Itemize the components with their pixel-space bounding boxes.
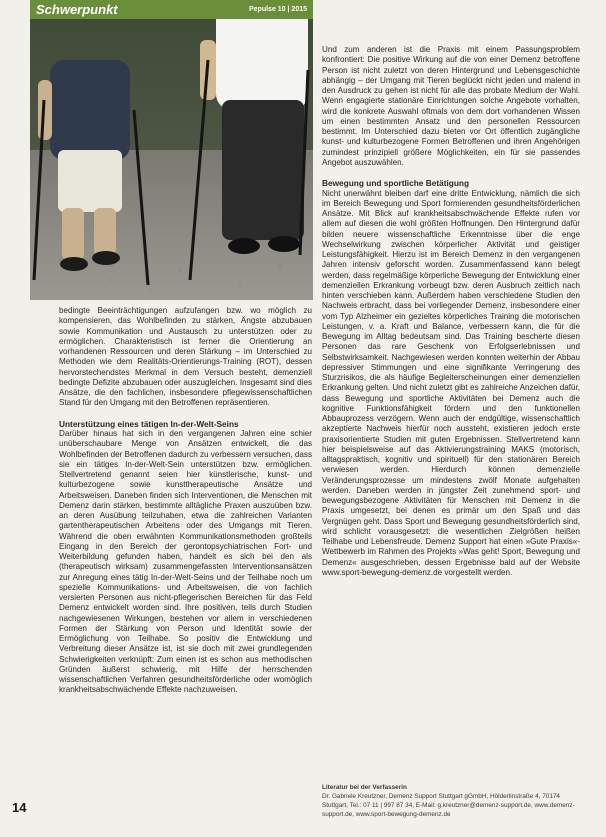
author-contact: Dr. Gabriele Kreutzner, Demenz Support Stuttgart gGmbH, Hölderlinstraße 4, 70174 Stuttgart, Tel.: 07 11 | 997 87 34, E-Mail: g.kreutzner@demenz-support.de, www.demenz-support.de, www.sport-bewegung-demenz.de — [322, 793, 575, 818]
left-column — [59, 306, 312, 696]
right-section-heading: Bewegung und sportliche Betätigung — [322, 178, 470, 188]
right-body-paragraph: Nicht unerwähnt bleiben darf eine dritte Entwicklung, nämlich die sich im Bereich Bewegung und Sport formierenden gesundheitsförderlichen Ansätze. Mit Blick auf krankheitsabschwächende Effekte rufen vor allem auf diesen die wohl größten Hoffnungen. Den Hintergrund dafür bilden neuere wissenschaftliche Erkenntnisse über die enge Wechselwirkung zwischen körperlicher Aktivität und geistiger Leistungsfähigkeit. Hierzu ist im Bereich Demenz in den vergangenen Jahren intensiv geforscht worden. Zusammenfassend kann belegt werden, dass regelmäßige körperliche Bewegung der Entwicklung einer demenziellen Erkrankung vorbeugt bzw. deren Ausbruch zeitlich nach hinten verschieben kann. Außerdem haben verschiedene Studien den Nachweis erbracht, dass bei vorliegender Demenz, insbesondere einer vom Typ Alzheimer ein gezieltes körperliches Training die motorischen Leistungen, v. a. Kraft und Balance, verbessern kann, die für die Bewegung im Alltag bedeutsam sind. Das Training bescherte diesen Personen das rare Geschenk von Erfolgserlebnissen und Selbstwirksamkeit. Nachgewiesen werden konnten weiterhin der Abbau depressiver Stimmungen und eine signifikante Verringerung des Sturzrisikos, die als häufige Begleiterscheinungen einer demenziellen Erkrankung gelten. Und nicht zuletzt gibt es zahlreiche Anzeichen dafür, dass Bewegung und sportliche Aktivitäten bei Demenz auch die kognitive Funktionsfähigkeit fördern und den funktionellen Abbauprozess verzögern. Wenn auch der endgültige, wissenschaftlich akzeptierte Nachweis hierfür noch aussteht, existieren jedoch erste praxisorientierte Studien mit guten Ergebnissen. Stellvertretend kann hier beispielsweise auf das Aktivierungstraining MAKS (motorisch, alltagspraktisch, kognitiv und spirituell) für den stationären Bereich verwiesen werden. Hierdurch können demenzielle Veränderungsprozesse um mindestens zwölf Monate aufgehalten werden. Daneben werden in jüngster Zeit zunehmend sport- und bewegungsbezogene Aktivitäten für Menschen mit Demenz in die Praxis umgesetzt, bei denen es primär um den Spaß und das Vergnügen geht. Dass Sport und Bewegung gesundheitsförderlich sind, wird schlicht vorausgesetzt: die wesentlichen Zielgrößen heißen Teilhabe und Lebensfreude. Demenz Support hat einen »Gute Praxis«-Wettbewerb im Rahmen des Projekts »Was geht! Sport, Bewegung und Demenz« ausgeschrieben, dessen Ergebnisse bald auf der Website www.sport-bewegung-demenz.de vorgestellt werden. — [322, 188, 580, 577]
nordic-walking-illustration — [30, 0, 313, 300]
literature-note — [322, 783, 584, 819]
right-column — [322, 45, 580, 578]
left-body-paragraph: Darüber hinaus hat sich in den vergangenen Jahren eine schier unüberschaubare Menge von Ansätzen entwickelt, die das Wohlbefinden der Betroffenen dadurch zu verbessern versuchen, dass sie ein tätiges In-der-Welt-Sein unterstützen bzw. ermöglichen. Stellvertretend genannt seien hier künstlerische, kunst- und kulturbezogene sowie kunsttherapeutische Ansätze und Arbeitsweisen. Daneben finden sich Interventionen, die Menschen mit Demenz darin stärken, bestimmte alltägliche Praxen auszuüben bzw. an deren Ausübung teilzuhaben, etwa die zahlreichen Varianten gartentherapeutischen Arbeitens oder des Umgangs mit Tieren. Während die oben erwähnten Kommunikationsmethoden großteils Eingang in den Bereich der gerontopsychiatrischen Fort- und Weiterbildung gefunden haben, handelt es sich bei den als (therapeutisch wirksam) zusammengefassten Interventionsansätzen zur Anregung eines tätig In-der-Welt-Seins und der Teilhabe noch um spezielle Kommunikations- und Arbeitsweisen, die von fachlich versierten Personen aus nicht-pflegerischen Bereichen für das Feld Demenz entwickelt worden sind. Ihre positiven, teils durch Studien nachgewiesenen Wirkungen, bestehen vor allem in verschiedenen Formen der Stärkung von Person und Identität sowie der Ermöglichung von Teilhabe. So positiv die Entwicklung und Verbreitung dieser Ansätze ist, ist sie doch mit zwei grundlegenden Schwierigkeiten verknüpft: Zum einen ist es schon aus methodischen Gründen äußerst schwierig, mit Hilfe der herrschenden wissenschaftlichen Verfahren gesundheitsförderliche oder womöglich krankheitsabschwächende Effekte nachzuweisen. — [59, 429, 313, 695]
page-number: 14 — [12, 800, 27, 815]
left-intro-paragraph: bedingte Beeinträchtigungen aufzufangen bzw. wo möglich zu kompensieren, das Wohlbefinden zu stärken, Ängste abzubauen sowie Kommunikation und Austausch zu unterstützen oder zu ermöglichen. Charakteristisch ist ferner die Orientierung an vorhandenen Ressourcen und deren Stärkung – im Unterschied zu Methoden wie dem Realitäts-Orientierungs-Training (ROT), dessen hervorstechendstes Merkmal in dem Versuch besteht, demenziell bedingte Defizite abzubauen oder auszugleichen. Insgesamt sind dies Ansätze, die den fachlichen, insbesondere pflegewissenschaftlichen Stand für den Umgang mit den Betroffenen repräsentieren. — [59, 306, 312, 408]
issue-label: Pepulse 10 | 2015 — [249, 6, 307, 13]
section-title: Schwerpunkt — [36, 2, 118, 17]
literature-heading: Literatur bei der Verfasserin — [322, 784, 407, 791]
left-section-heading: Unterstützung eines tätigen In-der-Welt-Seins — [59, 418, 239, 429]
section-banner — [30, 0, 313, 19]
right-intro-paragraph: Und zum anderen ist die Praxis mit einem Passungsproblem konfrontiert: Die positive Wirkung auf die von einer Demenz betroffene Person ist nicht zuletzt von deren Hintergrund und Lebensgeschichte abhängig – der Umgang mit Tieren beglückt nicht jeden und malend in den Ausdruck zu gehen ist nicht für alle das probate Medium der Wahl. Wenn engagierte stationäre Einrichtungen solche Angebote vorhalten, wird die konkrete Auswahl oftmals von dem dort vorhandenen Wissen um einen bestimmten Ansatz und den personellen Ressourcen bestimmt. Im Unterschied dazu bieten vor Ort öffentlich zugängliche kunst- und kulturbezogene Formen Betroffenen und ihren Angehörigen zumindest prinzipiell größere Möglichkeiten, ein für sie passendes Angebot auszuwählen. — [322, 45, 580, 167]
hero-photo — [30, 0, 313, 300]
